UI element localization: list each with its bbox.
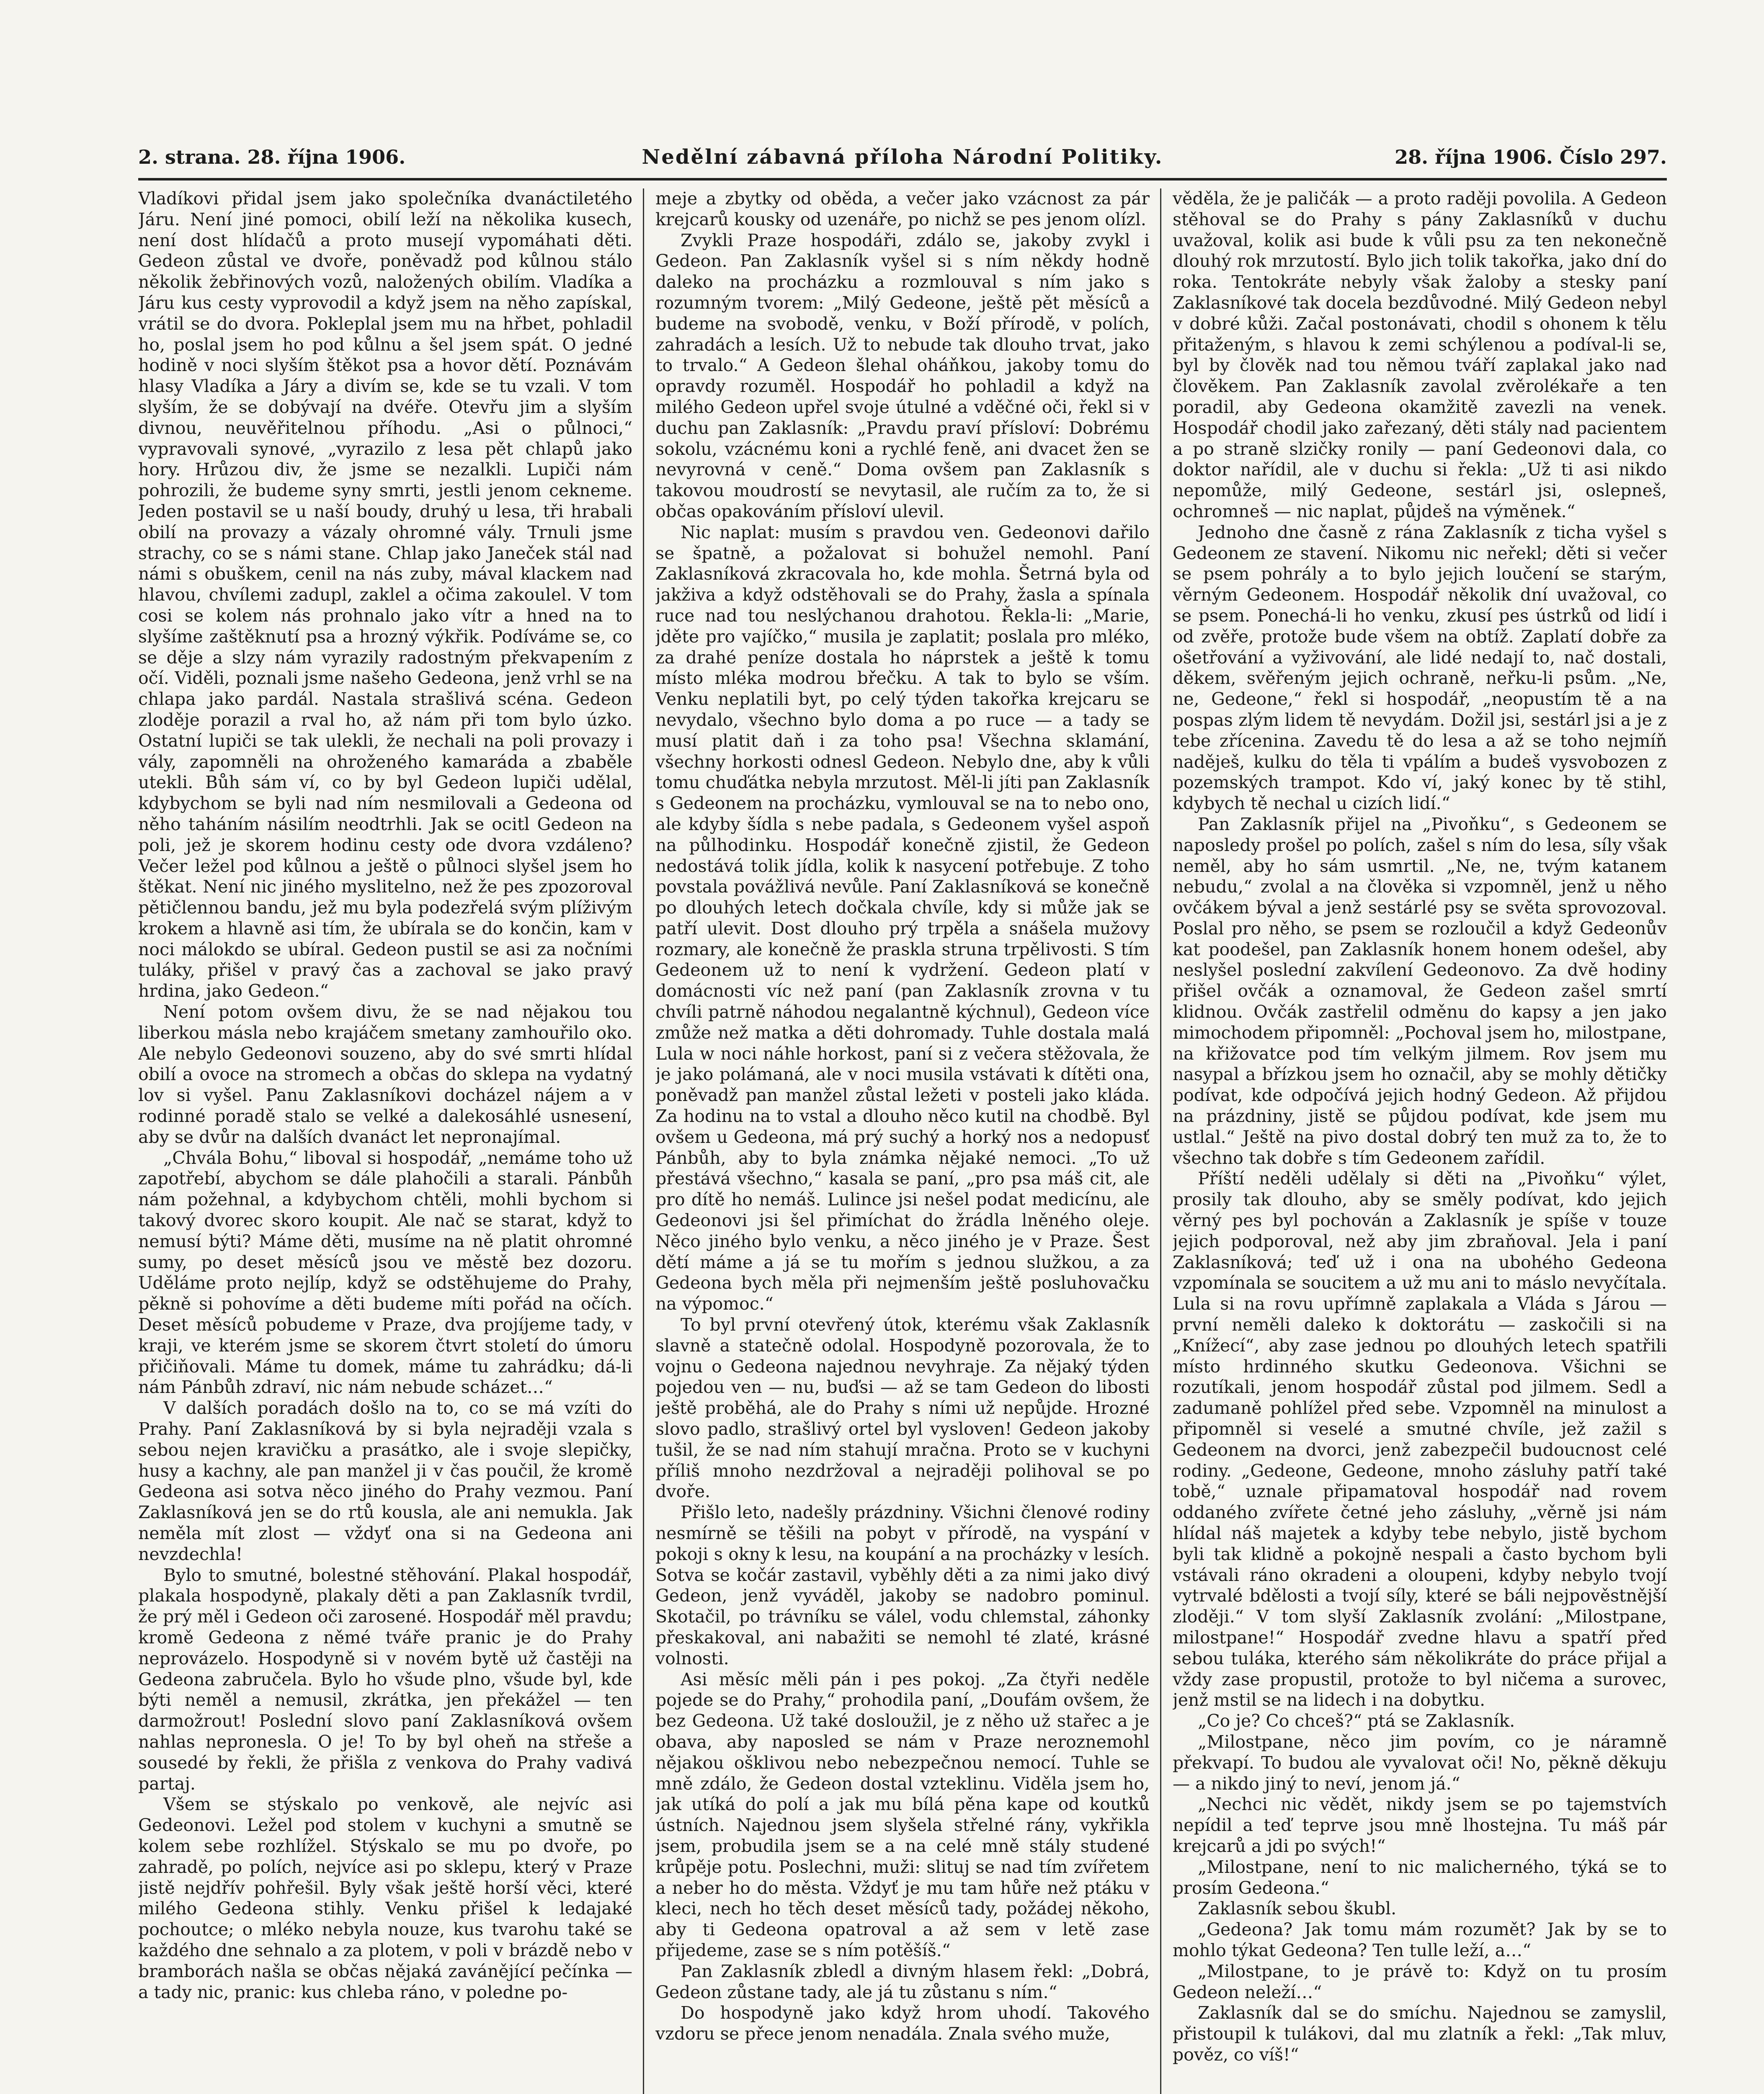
paragraph: „Milostpane, to je právě to: Když on tu prosím Gedeon neleží…“ [1173, 1961, 1667, 2002]
paragraph: Do hospodyně jako když hrom uhodí. Takového vzdoru se přece jenom nenadála. Znala svého muže, [655, 2003, 1150, 2044]
paragraph: „Chvála Bohu,“ liboval si hospodář, „nemáme toho už zapotřebí, abychom se dále plahočili a starali. Pánbůh nám požehnal, a kdybychom chtěli, mohli bychom si takový dvorec skoro koupit. Ale nač se starat, když to nemusí býti? Máme děti, musíme na ně platit ohromné sumy, po deset měsíců jsou ve městě bez dozoru. Uděláme proto nejlíp, když se odstěhujeme do Prahy, pěkně si pohovíme a děti budeme míti pořád na očích. Deset měsíců pobudeme v Praze, dva projíjeme tady, v kraji, ve kterém jsme se skorem čtvrt století do úmoru přičiňovali. Máme tu domek, máme tu zahrádku; dá-li nám Pánbůh zdraví, nic nám nebude scházet…“ [138, 1148, 632, 1398]
column-divider [643, 188, 644, 2094]
paragraph: „Nechci nic vědět, nikdy jsem se po tajemstvích nepídil a teď teprve jsou mně lhostejna. Tu máš pár krejcarů a jdi po svých!“ [1173, 1794, 1667, 1856]
paragraph: To byl první otevřený útok, kterému však Zaklasník slavně a statečně odolal. Hospodyně pozorovala, že to vojnu o Gedeona najednou nevyhraje. Za nějaký týden pojedou ven — nu, buďsi — až se tam Gedeon do libosti ještě proběhá, ale do Prahy s ními už nepůjde. Hrozné slovo padlo, strašlivý ortel byl vysloven! Gedeon jakoby tušil, že se nad ním stahují mračna. Proto se v kuchyni příliš mnoho nezdržoval a nejraději polihoval se po dvoře. [655, 1315, 1150, 1502]
header-page-date: 2. strana. 28. října 1906. [138, 146, 406, 168]
column-divider [1160, 188, 1161, 2094]
column-2 [655, 188, 1150, 2094]
paragraph: Zvykli Praze hospodáři, zdálo se, jakoby zvykl i Gedeon. Pan Zaklasník vyšel si s ním někdy hodně daleko na procházku a rozmlouval s ním jako s rozumným tvorem: „Milý Gedeone, ještě pět měsíců a budeme na svobodě, venku, v Boží přírodě, v polích, zahradách a lesích. Už to nebude tak dlouho trvat, jako to trvalo.“ A Gedeon šlehal oháňkou, jakoby tomu do opravdy rozuměl. Hospodář ho pohladil a když na milého Gedeon upřel svoje útulné a vděčné oči, řekl si v duchu pan Zaklasník: „Pravdu praví přísloví: Dobrému sokolu, vzácnému koni a rychlé feně, ani dvacet žen se nevyrovná v ceně.“ Doma ovšem pan Zaklasník s takovou moudrostí se nevytasil, ale ručím za to, že si občas opakováním přísloví ulevil. [655, 230, 1150, 521]
paragraph: „Co je? Co chceš?“ ptá se Zaklasník. [1198, 1711, 1515, 1731]
paragraph: Příští neděli udělaly si děti na „Pivoňku“ výlet, prosily tak dlouho, aby se směly podívat, kdo jejich věrný pes byl pochován a Zaklasník je spíše v touze jejich podporoval, než aby jim zbraňoval. Jela i paní Zaklasníková; teď už i ona na ubohého Gedeona vzpomínala se soucitem a už mu ani to máslo nevyčítala. Lula si na rovu upřímně zaplakala a Vláda s Járou — první neměli daleko k doktorátu — zaskočili si na „Knížecí“, aby zase jednou po dlouhých letech spatřili místo hrdinného skutku Gedeonova. Všichni se rozutíkali, jenom hospodář zůstal pod jilmem. Sedl a zadumaně pohlížel před sebe. Vzpomněl na minulost a připomněl si veselé a smutné chvíle, jež zažil s Gedeonem na dvorci, jenž zabezpečil budoucnost celé rodiny. „Gedeone, Gedeone, mnoho zásluhy patří také tobě,“ uznale připamatoval hospodář nad rovem oddaného zvířete četné jeho zásluhy, „věrně jsi nám hlídal náš majetek a kdyby tebe nebylo, jistě bychom byli tak klidně a pokojně nespali a často bychom byli vstávali ráno okradeni a oloupeni, kdyby nebylo tvojí vytrvalé bdělosti a tvojí síly, které se báli nejpověstnější zloději.“ V tom slyší Zaklasník zvolání: „Milostpane, milostpane!“ Hospodář zvedne hlavu a spatří před sebou tuláka, kterého sám několikráte do práce přijal a vždy zase propustil, protože to byl ničema a surovec, jenž mstil se na lidech i na dobytku. [1173, 1168, 1667, 1710]
paragraph: Zaklasník sebou škubl. [1198, 1898, 1397, 1919]
paragraph: Zaklasník dal se do smíchu. Najednou se zamyslil, přistoupil k tulákovi, dal mu zlatník a řekl: „Tak mluv, pověz, co víš!“ [1173, 2003, 1667, 2065]
header-rule [138, 178, 1667, 181]
paragraph: Jednoho dne časně z rána Zaklasník z ticha vyšel s Gedeonem ze stavení. Nikomu nic neřekl; děti si večer se psem pohrály a to bylo jejich loučení se starým, věrným Gedeonem. Hospodář několik dní uvažoval, co se psem. Ponechá-li ho venku, zkusí pes ústrků od lidí i od zvěře, protože bude všem na obtíž. Zaplatí dobře za ošetřování a vyživování, ale lidé nedají to, nač dostali, děkem, svěřeným jejich ochraně, neřku-li psům. „Ne, ne, Gedeone,“ řekl si hospodář, „neopustím tě a na pospas zlým lidem tě nevydám. Dožil jsi, sestárl jsi a je z tebe zřícenina. Zavedu tě do lesa a až se toho nejmíň naděješ, kulku do těla ti vpálím a budeš vysvobozen z pozemských trampot. Kdo ví, jaký konec by tě stihl, kdybych tě nechal u cizích lidí.“ [1173, 522, 1667, 814]
paragraph: Bylo to smutné, bolestné stěhování. Plakal hospodář, plakala hospodyně, plakaly děti a pan Zaklasník tvrdil, že prý měl i Gedeon oči zarosené. Hospodář měl pravdu; kromě Gedeona z němé tváře pranic je do Prahy neprovázelo. Hospodyně si v novém bytě už častěji na Gedeona zabručela. Bylo ho všude plno, všude byl, kde býti neměl a nemusil, zkrátka, jen překážel — ten darmožrout! Poslední slovo paní Zaklasníková ovšem nahlas nepronesla. O je! To by byl oheň na střeše a sousedé by řekli, že přišla z venkova do Prahy vadivá partaj. [138, 1565, 632, 1794]
text-columns [138, 188, 1667, 2094]
paragraph: Asi měsíc měli pán i pes pokoj. „Za čtyři neděle pojede se do Prahy,“ prohodila paní, „Doufám ovšem, že bez Gedeona. Už také dosloužil, je z něho už stařec a je obava, aby naposled se nám v Praze neroznemohl nějakou ošklivou nebo nebezpečnou nemocí. Tuhle se mně zdálo, že Gedeon dostal vzteklinu. Viděla jsem ho, jak utíká do polí a jak mu bílá pěna kape od koutků ústních. Najednou jsem slyšela střelné rány, vykřikla jsem, probudila jsem se a na celé mně stály studené krůpěje potu. Poslechni, muži: slituj se nad tím zvířetem a neber ho do města. Vždyť je mu tam hůře než ptáku v kleci, nech ho těch deset měsíců tady, požádej někoho, aby ti Gedeona opatroval a až sem v letě zase přijedeme, zase se s ním potěšíš.“ [655, 1669, 1150, 1960]
paragraph: meje a zbytky od oběda, a večer jako vzácnost za pár krejcarů kousky od uzenáře, po nichž se pes jenom olízl. [655, 188, 1150, 230]
page-header [138, 138, 1667, 176]
paragraph: V dalších poradách došlo na to, co se má vzíti do Prahy. Paní Zaklasníková by si byla nejraději vzala s sebou nejen kravičku a prasátko, ale i svoje slepičky, husy a kachny, ale pan manžel ji v čas poučil, že kromě Gedeona asi sotva něco jiného do Prahy vezmou. Paní Zaklasníková jen se do rtů kousla, ale ani nemukla. Jak neměla mít zlost — vždyť ona si na Gedeona ani nevzdechla! [138, 1398, 632, 1564]
column-1 [138, 188, 632, 2094]
paragraph: Všem se stýskalo po venkově, ale nejvíc asi Gedeonovi. Ležel pod stolem v kuchyni a smutně se kolem sebe rozhlížel. Stýskalo se mu po dvoře, po zahradě, po polích, nejvíce asi po sklepu, který v Praze jistě nejdřív pohřešil. Byly však ještě horší věci, které milého Gedeona stihly. Venku přišel k ledajaké pochoutce; o mléko nebyla nouze, kus tvarohu také se každého dne sehnalo a za plotem, v poli v brázdě nebo v bramborách našla se občas nějaká zavánějící pečínka — a tady nic, pranic: kus chleba ráno, v poledne po- [138, 1794, 632, 2002]
paragraph: Není potom ovšem divu, že se nad nějakou tou liberkou másla nebo krajáčem smetany zamhouřilo oko. Ale nebylo Gedeonovi souzeno, aby do své smrti hlídal obilí a ovoce na stromech a občas do sklepa na vydatný lov si vyšel. Panu Zaklasníkovi docházel nájem a v rodinné poradě stalo se velké a dalekosáhlé usnesení, aby se dvůr na dalších dvanáct let nepronajímal. [138, 1002, 632, 1147]
header-title: Nedělní zábavná příloha Národní Politiky. [642, 145, 1163, 169]
paragraph: Pan Zaklasník zbledl a divným hlasem řekl: „Dobrá, Gedeon zůstane tady, ale já tu zůstanu s ním.“ [655, 1961, 1150, 2002]
paragraph: Nic naplat: musím s pravdou ven. Gedeonovi dařilo se špatně, a požalovat si bohužel nemohl. Paní Zaklasníková zkracovala ho, kde mohla. Šetrná byla od jakživa a když odstěhovali se do Prahy, žasla a spínala ruce nad tou neslýchanou drahotou. Řekla-li: „Marie, jděte pro vajíčko,“ musila je zaplatit; poslala pro mléko, za drahé peníze dostala ho náprstek a ještě k tomu místo mléka modrou břečku. A tak to bylo se vším. Venku neplatili byt, po celý týden takořka krejcaru se nevydalo, všechno bylo doma a po ruce — a tady se musí platit daň i za toho psa! Všechna sklamání, všechny horkosti odnesl Gedeon. Nebylo dne, aby k vůli tomu chuďátka nebyla mrzutost. Měl-li jíti pan Zaklasník s Gedeonem na procházku, vymlouval se na to nebo ono, ale kdyby šídla s nebe padala, s Gedeonem vyšel aspoň na půlhodinku. Hospodář konečně zjistil, že Gedeon nedostává tolik jídla, kolik k nasycení potřebuje. Z toho povstala povážlivá nevůle. Paní Zaklasníková se konečně po dlouhých letech dočkala chvíle, kdy si může jak se patří ulevit. Dost dlouho prý trpěla a snášela mužovy rozmary, ale konečně že praskla struna trpělivosti. S tím Gedeonem už to není k vydržení. Gedeon platí v domácnosti víc než paní (pan Zaklasník zrovna v tu chvíli patrně náhodou negalantně kýchnul), Gedeon více zmůže než matka a děti dohromady. Tuhle dostala malá Lula w noci náhle horkost, paní si z večera stěžovala, že je jako polámaná, ale v noci musila vstávati k dítěti ona, poněvadž pan manžel zůstal ležeti v posteli jako kláda. Za hodinu na to vstal a dlouho něco kutil na chodbě. Byl ovšem u Gedeona, má prý suchý a horký nos a nedopusť Pánbůh, aby to byla známka nějaké nemoci. „To už přestává všechno,“ kasala se paní, „pro psa máš cit, ale pro dítě ho nemáš. Lulince jsi nešel podat medicínu, ale Gedeonovi jsi šel přimíchat do žrádla lněného oleje. Něco jiného bylo venku, a něco jiného je v Praze. Šest dětí máme a já se tu mořím s jednou služkou, a za Gedeona bych měla při nejmenším ještě posluhovačku na výpomoc.“ [655, 522, 1150, 1314]
paragraph: „Milostpane, něco jim povím, co je náramně překvapí. To budou ale vyvalovat oči! No, pěkně děkuju — a nikdo jiný to neví, jenom já.“ [1173, 1731, 1667, 1794]
page-frame [138, 138, 1667, 2094]
paragraph: Vladíkovi přidal jsem jako společníka dvanáctiletého Járu. Není jiné pomoci, obilí leží na několika kusech, není dost hlídačů a proto musejí vypomáhati děti. Gedeon zůstal ve dvoře, poněvadž pod kůlnou stálo několik žebřinových vozů, naložených obilím. Vladíka a Járu kus cesty vyprovodil a když jsem na něho zapískal, vrátil se do dvora. Pokleplal jsem mu na hřbet, pohladil ho, poslal jsem ho pod kůlnu a šel jsem spát. O jedné hodině v noci slyším štěkot psa a hovor dětí. Poznávám hlasy Vladíka a Járy a divím se, kde se tu vzali. V tom slyším, že se dobývají na dvéře. Otevřu jim a slyším divnou, neuvěřitelnou příhodu. „Asi o půlnoci,“ vypravovali synové, „vyrazilo z lesa pět chlapů jako hory. Hrůzou div, že jsme se nezalkli. Lupiči nám pohrozili, že budeme syny smrti, jestli jenom cekneme. Jeden postavil se u naší boudy, druhý u lesa, tři hrabali obilí na provazy a vázaly ohromné vály. Trnuli jsme strachy, co se s námi stane. Chlap jako Janeček stál nad námi s obuškem, cenil na nás zuby, mával klackem nad hlavou, chvílemi zadupl, zaklel a očima zakoulel. V tom cosi se kolem nás prohnalo jako vítr a hned na to slyšíme zaštěknutí psa a hrozný výkřik. Podíváme se, co se děje a slzy nám vyrazily radostným překvapením z očí. Viděli, poznali jsme našeho Gedeona, jenž vrhl se na chlapa jako pardál. Nastala strašlivá scéna. Gedeon zloděje porazil a rval ho, až nám při tom bylo úzko. Ostatní lupiči se tak ulekli, že nechali na poli provazy i vály, zapomněli na ohroženého kamaráda a zbaběle utekli. Bůh sám ví, co by byl Gedeon lupiči udělal, kdybychom se byli nad ním nesmilovali a Gedeona od něho taháním násilím neodtrhli. Jak se ocitl Gedeon na poli, jež je skorem hodinu cesty ode dvora vzdáleno? Večer ležel pod kůlnou a ještě o půlnoci slyšel jsem ho štěkat. Není nic jiného myslitelno, než že pes zpozoroval pětičlennou bandu, jež mu byla podezřelá svým plíživým krokem a hlavně asi tím, že ubírala se do končin, kam v noci málokdo se ubíral. Gedeon pustil se asi za nočními tuláky, přišel v pravý čas a zachoval se jako pravý hrdina, jako Gedeon.“ [138, 188, 632, 1001]
paragraph: Přišlo leto, nadešly prázdniny. Všichni členové rodiny nesmírně se těšili na pobyt v přírodě, na vyspání v pokoji s okny k lesu, na koupání a na procházky v lesích. Sotva se kočár zastavil, vyběhly děti a za nimi jako divý Gedeon, jenž vyváděl, jakoby se nadobro pominul. Skotačil, po trávníku se válel, vodu chlemstal, záhonky přeskakoval, ani nabažiti se nemohl té zlaté, krásné volnosti. [655, 1502, 1150, 1668]
paragraph: Pan Zaklasník přijel na „Pivoňku“, s Gedeonem se naposledy prošel po polích, zašel s ním do lesa, síly však neměl, aby ho sám usmrtil. „Ne, ne, tvým katanem nebudu,“ zvolal a na člověka si vzpomněl, jenž u něho ovčákem býval a jenž sestárlé psy se světa sprovozoval. Poslal pro něho, se psem se rozloučil a když Gedeonův kat poodešel, pan Zaklasník honem honem odešel, aby neslyšel poslední zakvílení Gedeonovo. Za dvě hodiny přišel ovčák a oznamoval, že Gedeon zašel smrtí klidnou. Ovčák zastřelil odměnu do kapsy a jen jako mimochodem připomněl: „Pochoval jsem ho, milostpane, na křižovatce pod tím velkým jilmem. Rov jsem mu nasypal a břízkou jsem ho označil, aby se mohly dětičky podívat, kde odpočívá jejich hodný Gedeon. Až přijdou na prázdniny, jistě se půjdou podívat, kde jsem mu ustlal.“ Ještě na pivo dostal dobrý ten muž za to, že to všechno tak dobře s tím Gedeonem zařídil. [1173, 814, 1667, 1168]
paragraph: „Milostpane, není to nic malicherného, týká se to prosím Gedeona.“ [1173, 1857, 1667, 1898]
paragraph: věděla, že je paličák — a proto raději povolila. A Gedeon stěhoval se do Prahy s pány Zaklasníků v duchu uvažoval, kolik asi bude k vůli psu za ten nekonečně dlouhý rok mrzutostí. Bylo jich tolik takořka, jako dní do roka. Tentokráte nebyly však žaloby a stesky paní Zaklasníkové tak docela bezdůvodné. Milý Gedeon nebyl v dobré kůži. Začal postonávati, chodil s ohonem k tělu přitaženým, s hlavou k zemi schýlenou a podíval-li se, byl by člověk nad tou němou tváří zaplakal jako nad člověkem. Pan Zaklasník zavolal zvěrolékaře a ten poradil, aby Gedeona okamžitě zavezli na venek. Hospodář chodil jako zařezaný, děti stály nad pacientem a po straně slzičky ronily — paní Gedeonovi dala, co doktor nařídil, ale v duchu si řekla: „Už ti asi nikdo nepomůže, milý Gedeone, sestárl jsi, oslepneš, ochromneš — nic naplat, půjdeš na výměnek.“ [1173, 188, 1667, 521]
column-3 [1173, 188, 1667, 2094]
paragraph: „Gedeona? Jak tomu mám rozumět? Jak by se to mohlo týkat Gedeona? Ten tulle leží, a…“ [1173, 1919, 1667, 1960]
header-issue-number: 28. října 1906. Číslo 297. [1395, 146, 1667, 168]
